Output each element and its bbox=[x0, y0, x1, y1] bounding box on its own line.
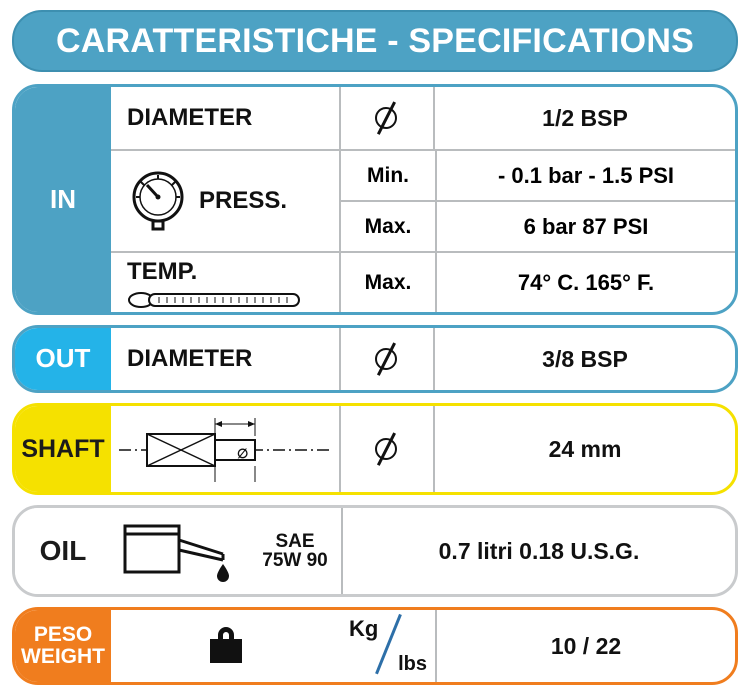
in-temperature-max-label: Max. bbox=[341, 253, 437, 312]
shaft-value: 24 mm bbox=[548, 435, 622, 462]
weight-units bbox=[341, 610, 437, 682]
section-weight-label-it: PESO bbox=[33, 622, 93, 646]
section-in bbox=[12, 84, 738, 315]
in-temperature-label-cell bbox=[111, 253, 341, 312]
in-pressure-label-cell bbox=[111, 151, 341, 251]
section-out-body bbox=[111, 328, 735, 390]
row-weight bbox=[111, 610, 735, 682]
in-pressure-values bbox=[341, 151, 735, 251]
in-diameter-label: DIAMETER bbox=[111, 87, 341, 149]
in-pressure-max-row bbox=[341, 200, 735, 251]
section-out bbox=[12, 325, 738, 393]
section-weight-body bbox=[111, 610, 735, 682]
svg-text:∅: ∅ bbox=[237, 446, 249, 461]
in-pressure-max-value: 6 bar 87 PSI bbox=[523, 213, 649, 239]
diameter-icon bbox=[341, 87, 435, 149]
in-pressure-min-value: - 0.1 bar - 1.5 PSI bbox=[497, 162, 675, 188]
section-weight-label-en: WEIGHT bbox=[21, 645, 105, 668]
out-diameter-label: DIAMETER bbox=[111, 328, 341, 390]
section-in-label: IN bbox=[15, 87, 111, 312]
row-in-pressure bbox=[111, 149, 735, 251]
diameter-icon bbox=[341, 406, 435, 492]
row-shaft bbox=[111, 406, 735, 492]
oil-grade bbox=[249, 508, 343, 594]
section-shaft-body bbox=[111, 406, 735, 492]
row-oil bbox=[111, 508, 735, 594]
in-pressure-min-label: Min. bbox=[341, 151, 437, 200]
row-in-diameter bbox=[111, 87, 735, 149]
section-in-body bbox=[111, 87, 735, 312]
section-oil-label: OIL bbox=[15, 508, 111, 594]
section-weight bbox=[12, 607, 738, 685]
weight-icon-cell bbox=[111, 610, 341, 682]
weight-value: 10 / 22 bbox=[550, 632, 622, 659]
in-diameter-value: 1/2 BSP bbox=[542, 104, 628, 131]
section-out-label: OUT bbox=[15, 328, 111, 390]
in-pressure-label: PRESS. bbox=[199, 187, 288, 214]
section-oil-body bbox=[111, 508, 735, 594]
in-temperature-max-value: 74° C. 165° F. bbox=[517, 269, 655, 295]
section-shaft bbox=[12, 403, 738, 495]
row-out-diameter bbox=[111, 328, 735, 390]
out-diameter-value: 3/8 BSP bbox=[542, 345, 628, 372]
weight-unit-lbs: lbs bbox=[398, 653, 427, 675]
oil-grade-line2: 75W 90 bbox=[262, 550, 328, 571]
section-oil bbox=[12, 505, 738, 597]
page-title: CARATTERISTICHE - SPECIFICATIONS bbox=[12, 10, 738, 72]
thermometer-icon bbox=[127, 288, 307, 308]
oil-grade-line1: SAE bbox=[275, 531, 315, 552]
diameter-icon bbox=[341, 328, 435, 390]
shaft-drawing-icon bbox=[119, 412, 329, 486]
weight-unit-kg: Kg bbox=[349, 616, 379, 641]
row-in-temperature bbox=[111, 251, 735, 312]
pressure-gauge-icon bbox=[127, 169, 189, 233]
oil-value: 0.7 litri 0.18 U.S.G. bbox=[438, 537, 640, 564]
in-temperature-label: TEMP. bbox=[127, 257, 198, 285]
in-pressure-max-label: Max. bbox=[341, 202, 437, 251]
weight-block-icon bbox=[196, 623, 256, 669]
shaft-drawing-cell bbox=[111, 406, 341, 492]
in-pressure-min-row bbox=[341, 151, 735, 200]
oil-can-icon bbox=[119, 516, 249, 586]
section-shaft-label: SHAFT bbox=[15, 406, 111, 492]
section-weight-label bbox=[15, 610, 111, 682]
oil-can-cell bbox=[111, 508, 249, 594]
